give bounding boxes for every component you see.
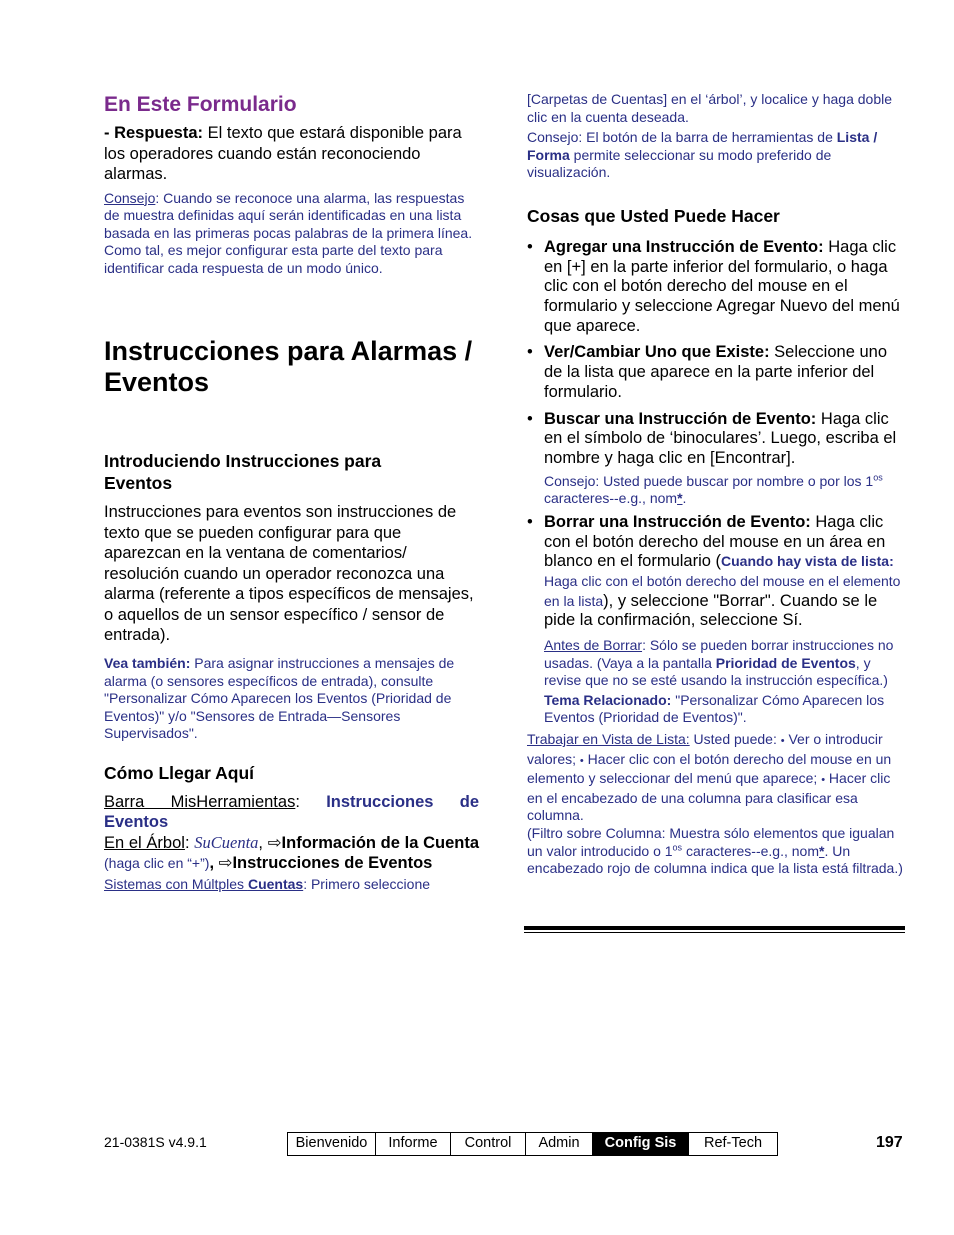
- section-title-en-este-formulario: En Este Formulario: [104, 93, 297, 116]
- filtro-sup: os: [672, 841, 683, 852]
- arrow-icon: ⇨: [267, 833, 282, 852]
- consejo3-b: caracteres--e.g., nom: [544, 490, 678, 507]
- consejo-note-2: [527, 129, 905, 182]
- arbol-info[interactable]: Información de la Cuenta: [281, 833, 480, 852]
- barra-path: [104, 792, 479, 833]
- page-number: 197: [876, 1134, 903, 1151]
- consejo3-sup: os: [873, 472, 883, 483]
- page-title-line-2: Eventos: [104, 367, 210, 398]
- bullet-icon: •: [527, 409, 533, 428]
- section-end-rule-thin: [524, 932, 905, 933]
- tab-informe[interactable]: Informe: [376, 1133, 451, 1155]
- arbol-comma-2: ,: [209, 854, 219, 873]
- consejo-note-1: [104, 190, 479, 278]
- section-end-rule: [524, 926, 905, 930]
- item4-note-text: Haga clic con el botón derecho del mouse en el elemento en la lista: [544, 573, 901, 609]
- tema-label: Tema Relacionado:: [544, 691, 672, 708]
- respuesta-paragraph: [104, 123, 479, 185]
- respuesta-text: El texto que estará disponible para los operadores cuando están reconociendo alarmas.: [104, 124, 462, 183]
- item4-label: Borrar una Instrucción de Evento:: [544, 512, 811, 531]
- footer-nav-tabs: [287, 1132, 778, 1156]
- intro-heading-line-2: Eventos: [104, 473, 173, 494]
- tab-admin[interactable]: Admin: [526, 1133, 593, 1155]
- filtro-star: *: [819, 842, 825, 859]
- list-item-ver-cambiar: [527, 343, 905, 402]
- antes-de-borrar-note: [544, 637, 905, 690]
- vea-tambien-note: [104, 655, 479, 743]
- trabajar-d: Hacer clic en el encabezado de una columna para clasificar esa columna.: [527, 770, 891, 824]
- antes-text-1: : Sólo se pueden borrar instrucciones no usadas. (Vaya a la pantalla: [544, 637, 894, 671]
- arbol-path: [104, 833, 479, 874]
- filtro-c: . Un encabezado rojo de columna indica que la lista está filtrada.): [527, 842, 903, 877]
- antes-bold: Prioridad de Eventos: [715, 654, 856, 671]
- sistemas-label: [104, 876, 303, 892]
- bullet-icon: •: [527, 512, 533, 531]
- intro-body: Instrucciones para eventos son instrucciones de texto que se pueden configurar para que aparezcan en la ventana de comentarios/ resolución cuando un operador reconozca una alarma (referente a tipos específicos de mensajes, o aquellos de un sensor específico / sensor de entrada).: [104, 503, 474, 645]
- tab-control[interactable]: Control: [451, 1133, 526, 1155]
- sistemas-label-bold: Cuentas: [247, 875, 304, 892]
- consejo-note-3: [544, 473, 905, 508]
- item4-text-2: ), y seleccione "Borrar". Cuando se le pide la confirmación, seleccione Sí.: [544, 591, 878, 630]
- intro-heading-line-1: Introduciendo Instrucciones para: [104, 451, 382, 472]
- page-title: [104, 336, 479, 398]
- trabajar-label: Trabajar en Vista de Lista:: [527, 731, 690, 748]
- tab-ref-tech[interactable]: Ref-Tech: [703, 1135, 763, 1151]
- item2-label: Ver/Cambiar Uno que Existe:: [544, 343, 770, 362]
- list-item-borrar: [527, 513, 905, 727]
- arbol-label: En el Árbol: [104, 833, 185, 852]
- consejo-label: Consejo: [104, 189, 156, 206]
- item4-text-1: Haga clic con el botón derecho del mouse en un área en blanco en el formulario (: [544, 512, 886, 571]
- sistemas-note: [104, 876, 479, 894]
- arbol-sep: :: [184, 833, 195, 852]
- document-id: 21-0381S v4.9.1: [104, 1134, 207, 1150]
- como-llegar-heading: Cómo Llegar Aquí: [104, 762, 255, 783]
- vea-tambien-text: Para asignar instrucciones a mensajes de alarma (o sensores específicos de entrada), consulte "Personalizar Cómo Aparecen los Eventos (Prioridad de Eventos)" y/o "Sensores de Entrada—Sensores Supervisados".: [104, 654, 455, 742]
- bullet-icon: •: [527, 237, 533, 256]
- arbol-comma: ,: [258, 833, 268, 852]
- tema-relacionado-note: [544, 692, 905, 727]
- consejo2-post: permite seleccionar su modo preferido de visualización.: [527, 146, 832, 181]
- bullet-icon: •: [780, 735, 785, 748]
- item2-text: Seleccione uno de la lista que aparece en la parte inferior del formulario.: [544, 343, 887, 401]
- respuesta-label: - Respuesta:: [104, 124, 204, 142]
- page-title-line-1: Instrucciones para Alarmas /: [104, 336, 473, 367]
- trabajar-note: [527, 731, 905, 825]
- arbol-instrucciones[interactable]: Instrucciones de Eventos: [232, 854, 433, 873]
- filtro-b: caracteres--e.g., nom: [682, 842, 819, 859]
- trabajar-b: Ver o introducir valores;: [527, 731, 883, 767]
- bullet-icon: •: [579, 754, 584, 767]
- antes-label: Antes de Borrar: [544, 637, 643, 654]
- antes-text-2: , y revise que no se esté usando la instrucción específica.): [544, 654, 888, 689]
- bullet-icon: •: [527, 343, 533, 362]
- filtro-a: (Filtro sobre Columna: Muestra sólo elementos que igualan un valor introducido o 1: [527, 825, 895, 859]
- consejo2-bold: Lista / Forma: [527, 129, 878, 163]
- arrow-icon: ⇨: [218, 854, 233, 873]
- tema-text: "Personalizar Cómo Aparecen los Eventos (Prioridad de Eventos)".: [544, 691, 885, 726]
- item1-text: Haga clic en [+] en la parte inferior del formulario, o haga clic con el botón derecho del mouse en el formulario y seleccione Agregar Nuevo del menú que aparece.: [544, 237, 900, 335]
- left-column: [104, 90, 479, 894]
- consejo-text: : Cuando se reconoce una alarma, las respuestas de muestra definidas aquí serán identificadas en una lista basada en las primeras pocas palabras de la primera línea. Como tal, es mejor configurar esta parte del texto para identificar cada respuesta de un modo único.: [104, 189, 473, 276]
- filtro-note: [527, 825, 905, 878]
- continued-note: [Carpetas de Cuentas] en el ‘árbol’, y localice y haga doble clic en la cuenta deseada.: [527, 91, 892, 125]
- actions-list: [527, 238, 905, 727]
- consejo3-a: Consejo: Usted puede buscar por nombre o por los 1: [544, 472, 874, 489]
- list-item-agregar: [527, 238, 905, 337]
- sistemas-label-text: Sistemas con Múltples: [104, 875, 248, 892]
- cosas-heading: Cosas que Usted Puede Hacer: [527, 205, 780, 226]
- bullet-icon: •: [821, 774, 826, 787]
- tab-bienvenido[interactable]: Bienvenido: [288, 1133, 376, 1155]
- item3-label: Buscar una Instrucción de Evento:: [544, 409, 817, 428]
- barra-sep: :: [295, 792, 327, 811]
- right-column: [527, 90, 905, 878]
- list-item-buscar: [527, 410, 905, 508]
- item4-note-bold: Cuando hay vista de lista:: [721, 553, 894, 570]
- item1-label: Agregar una Instrucción de Evento:: [544, 237, 824, 256]
- consejo3-c: .: [682, 490, 687, 507]
- item3-text: Haga clic en el símbolo de ‘binoculares’. Luego, escriba el nombre y haga clic en [Encontrar].: [544, 409, 897, 467]
- vea-tambien-label: Vea también:: [104, 654, 191, 671]
- arbol-cuenta[interactable]: SuCuenta: [194, 832, 259, 852]
- wildcard-star: *: [677, 490, 683, 507]
- barra-link-instrucciones[interactable]: Instrucciones de Eventos: [104, 792, 480, 832]
- consejo2-pre: Consejo: El botón de la barra de herramientas de: [527, 129, 837, 146]
- arbol-hint: (haga clic en “+”): [104, 855, 210, 872]
- sistemas-text: : Primero seleccione: [303, 875, 431, 892]
- tab-config-sis[interactable]: Config Sis: [593, 1133, 689, 1155]
- intro-heading: [104, 450, 479, 494]
- trabajar-c: Hacer clic con el botón derecho del mouse en un elemento y seleccionar del menú que aparece;: [527, 750, 892, 787]
- trabajar-a: Usted puede:: [689, 731, 781, 748]
- barra-label: Barra MisHerramientas: [104, 792, 296, 811]
